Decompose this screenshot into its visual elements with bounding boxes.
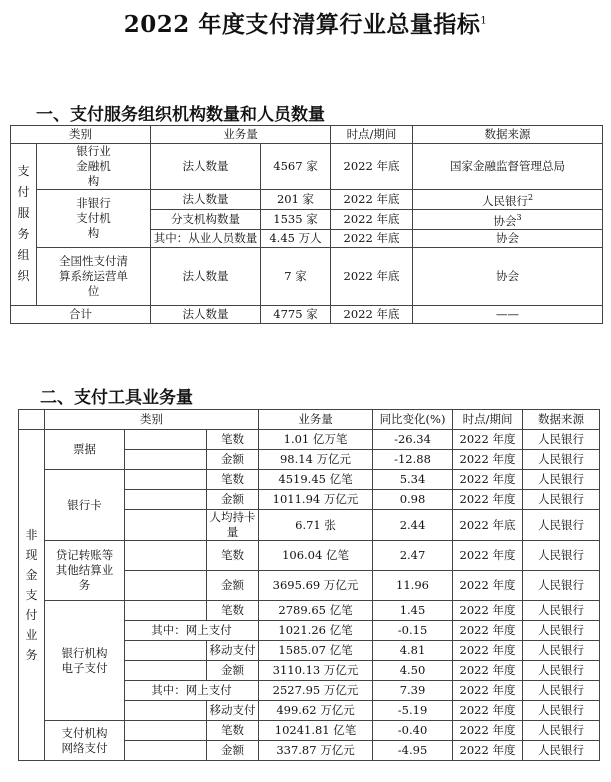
change-cell: -4.95 <box>373 741 453 761</box>
change-cell: 11.96 <box>373 571 453 601</box>
change-cell: 4.50 <box>373 661 453 681</box>
side-label-text: 支 付 服 务 组 织 <box>17 164 30 284</box>
item-cell: 笔数 <box>207 470 259 490</box>
value-cell: 1.01 亿万笔 <box>259 430 373 450</box>
group-cell: 银行卡 <box>45 470 125 541</box>
table-row <box>19 430 600 450</box>
sub-item-cell: 其中：网上支付 <box>125 681 259 701</box>
table-row <box>19 470 600 490</box>
source-cell: 人民银行 <box>523 470 600 490</box>
item-cell: 法人数量 <box>151 305 261 323</box>
item-cell: 其中：从业人员数量 <box>151 229 261 247</box>
change-cell: 2.47 <box>373 541 453 571</box>
header-time: 时点/期间 <box>331 126 413 144</box>
source-cell: 人民银行 <box>523 721 600 741</box>
item-cell: 笔数 <box>207 541 259 571</box>
source-cell: 人民银行$^2$ <box>413 190 603 210</box>
change-cell: 4.81 <box>373 641 453 661</box>
item-cell: 金额 <box>207 571 259 601</box>
source-cell: 人民银行 <box>523 490 600 510</box>
category-cell <box>37 190 151 248</box>
time-cell: 2022 年底 <box>331 229 413 247</box>
item-cell: 笔数 <box>207 721 259 741</box>
header-business: 业务量 <box>259 410 373 430</box>
source-cell: 人民银行 <box>523 541 600 571</box>
sub-blank-cell <box>125 601 207 621</box>
sub-blank-cell <box>125 661 207 681</box>
time-cell: 2022 年度 <box>453 681 523 701</box>
value-cell: 4567 家 <box>261 144 331 190</box>
value-cell: 106.04 亿笔 <box>259 541 373 571</box>
table-row <box>11 247 603 305</box>
item-cell: 移动支付 <box>207 641 259 661</box>
source-cell: 人民银行 <box>523 741 600 761</box>
item-cell: 金额 <box>207 661 259 681</box>
change-cell: 5.34 <box>373 470 453 490</box>
total-row <box>11 305 603 323</box>
time-cell: 2022 年底 <box>331 144 413 190</box>
value-cell: 1021.26 亿笔 <box>259 621 373 641</box>
item-cell: 法人数量 <box>151 247 261 305</box>
table-header-row <box>11 126 603 144</box>
item-cell: 移动支付 <box>207 701 259 721</box>
time-cell: 2022 年度 <box>453 721 523 741</box>
value-cell: 4.45 万人 <box>261 229 331 247</box>
source-cell: 国家金融监督管理总局 <box>413 144 603 190</box>
time-cell: 2022 年度 <box>453 601 523 621</box>
change-cell: -12.88 <box>373 450 453 470</box>
sub-blank-cell <box>125 470 207 490</box>
time-cell: 2022 年度 <box>453 541 523 571</box>
item-cell: 金额 <box>207 741 259 761</box>
table-row <box>19 721 600 741</box>
group-cell: 银行机构 电子支付 <box>45 601 125 721</box>
side-label: 非 现 金 支 付 业 务 <box>19 430 45 761</box>
category-text: 全国性支付清 算系统运营单 位 <box>59 253 128 298</box>
change-cell: -5.19 <box>373 701 453 721</box>
sub-blank-cell <box>125 450 207 470</box>
item-cell: 分支机构数量 <box>151 209 261 229</box>
value-cell: 2789.65 亿笔 <box>259 601 373 621</box>
header-category: 类别 <box>45 410 259 430</box>
footnote-mark: 3 <box>516 212 522 222</box>
table-row <box>19 601 600 621</box>
source-cell: 人民银行 <box>523 450 600 470</box>
time-cell: 2022 年底 <box>331 209 413 229</box>
source-cell: —— <box>413 305 603 323</box>
time-cell: 2022 年度 <box>453 571 523 601</box>
side-label <box>11 144 37 306</box>
sub-blank-cell <box>125 701 207 721</box>
value-cell: 499.62 万亿元 <box>259 701 373 721</box>
source-cell: 人民银行 <box>523 601 600 621</box>
change-cell: -26.34 <box>373 430 453 450</box>
section-2-heading: 二、支付工具业务量 <box>40 388 193 408</box>
value-cell: 7 家 <box>261 247 331 305</box>
value-cell: 1011.94 万亿元 <box>259 490 373 510</box>
footnote-mark: 2 <box>527 193 534 202</box>
value-cell: 3110.13 万亿元 <box>259 661 373 681</box>
time-cell: 2022 年度 <box>453 661 523 681</box>
header-time: 时点/期间 <box>453 410 523 430</box>
change-cell: -0.15 <box>373 621 453 641</box>
sub-blank-cell <box>125 510 207 541</box>
header-source: 数据来源 <box>413 126 603 144</box>
header-blank <box>19 410 45 430</box>
source-cell: 人民银行 <box>523 430 600 450</box>
value-cell: 1585.07 亿笔 <box>259 641 373 661</box>
source-cell: 人民银行 <box>523 701 600 721</box>
page-title: 2022 年度支付清算行业总量指标$^1$ <box>123 11 488 38</box>
header-business: 业务量 <box>151 126 331 144</box>
time-cell: 2022 年底 <box>331 190 413 210</box>
header-category: 类别 <box>11 126 151 144</box>
table-header-row <box>19 410 600 430</box>
category-text: 银行业 金融机 构 <box>76 144 111 188</box>
group-cell: 支付机构 网络支付 <box>45 721 125 761</box>
source-cell: 协会 <box>413 229 603 247</box>
group-cell: 票据 <box>45 430 125 470</box>
category-text: 非银行 支付机 构 <box>76 195 111 240</box>
value-cell: 201 家 <box>261 190 331 210</box>
change-cell: 1.45 <box>373 601 453 621</box>
title-footnote: 1 <box>480 15 488 27</box>
time-cell: 2022 年度 <box>453 621 523 641</box>
sub-blank-cell <box>125 430 207 450</box>
item-cell: 法人数量 <box>151 144 261 190</box>
source-cell: 协会$^3$ <box>413 209 603 229</box>
time-cell: 2022 年底 <box>331 247 413 305</box>
time-cell: 2022 年度 <box>453 641 523 661</box>
value-cell: 337.87 万亿元 <box>259 741 373 761</box>
change-cell: -0.40 <box>373 721 453 741</box>
source-cell: 人民银行 <box>523 510 600 541</box>
sub-blank-cell <box>125 741 207 761</box>
time-cell: 2022 年度 <box>453 741 523 761</box>
time-cell: 2022 年底 <box>453 510 523 541</box>
value-cell: 10241.81 亿笔 <box>259 721 373 741</box>
time-cell: 2022 年度 <box>453 490 523 510</box>
sub-blank-cell <box>125 571 207 601</box>
table-row <box>19 541 600 571</box>
header-change: 同比变化(%) <box>373 410 453 430</box>
sub-blank-cell <box>125 721 207 741</box>
sub-blank-cell <box>125 641 207 661</box>
source-cell: 人民银行 <box>523 641 600 661</box>
item-cell: 笔数 <box>207 430 259 450</box>
value-cell: 6.71 张 <box>259 510 373 541</box>
item-cell: 人均持卡量 <box>207 510 259 541</box>
source-cell: 人民银行 <box>523 661 600 681</box>
source-cell: 人民银行 <box>523 681 600 701</box>
value-cell: 98.14 万亿元 <box>259 450 373 470</box>
sub-blank-cell <box>125 541 207 571</box>
header-source: 数据来源 <box>523 410 600 430</box>
time-cell: 2022 年度 <box>453 430 523 450</box>
change-cell: 0.98 <box>373 490 453 510</box>
group-cell: 贷记转账等 其他结算业 务 <box>45 541 125 601</box>
value-cell: 1535 家 <box>261 209 331 229</box>
section-1-heading: 一、支付服务组织机构数量和人员数量 <box>36 105 325 125</box>
table-row <box>11 144 603 190</box>
item-cell: 金额 <box>207 490 259 510</box>
time-cell: 2022 年度 <box>453 450 523 470</box>
time-cell: 2022 年度 <box>453 470 523 490</box>
value-cell: 4775 家 <box>261 305 331 323</box>
payment-tools-table <box>18 409 600 761</box>
source-cell: 人民银行 <box>523 621 600 641</box>
source-cell: 协会 <box>413 247 603 305</box>
change-cell: 2.44 <box>373 510 453 541</box>
total-label: 合计 <box>11 305 151 323</box>
value-cell: 3695.69 万亿元 <box>259 571 373 601</box>
item-cell: 笔数 <box>207 601 259 621</box>
table-row <box>11 190 603 210</box>
sub-item-cell: 其中：网上支付 <box>125 621 259 641</box>
change-cell: 7.39 <box>373 681 453 701</box>
sub-blank-cell <box>125 490 207 510</box>
value-cell: 4519.45 亿笔 <box>259 470 373 490</box>
org-table <box>10 125 603 324</box>
time-cell: 2022 年底 <box>331 305 413 323</box>
item-cell: 金额 <box>207 450 259 470</box>
value-cell: 2527.95 万亿元 <box>259 681 373 701</box>
item-cell: 法人数量 <box>151 190 261 210</box>
source-cell: 人民银行 <box>523 571 600 601</box>
category-cell <box>37 247 151 305</box>
time-cell: 2022 年度 <box>453 701 523 721</box>
category-cell <box>37 144 151 190</box>
